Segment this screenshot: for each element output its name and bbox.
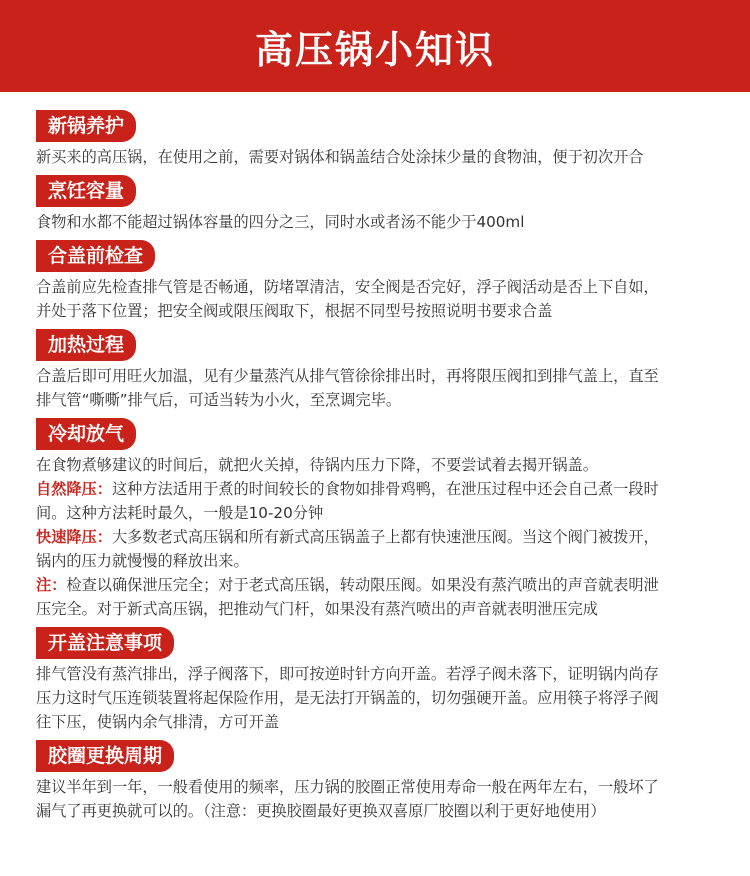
paragraph-text: 这种方法适用于煮的时间较长的食物如排骨鸡鸭，在泄压过程中还会自己煮一段时 间。这种方法耗时最久，一般是10-20分钟: [36, 480, 659, 522]
highlight-prefix: 快速降压：: [36, 528, 112, 546]
paragraph-text: 在食物煮够建议的时间后，就把火关掉，待锅内压力下降，不要尝试着去揭开锅盖。: [36, 456, 598, 474]
section-cooking-capacity: [36, 175, 714, 234]
section-pre-close-check: [36, 240, 714, 323]
paragraph-text: 合盖前应先检查排气管是否畅通，防堵罩清洁，安全阀是否完好，浮子阀活动是否上下自如， 并处于落下位置；把安全阀或限压阀取下，根据不同型号按照说明书要求合盖: [36, 278, 659, 320]
highlight-prefix: 自然降压：: [36, 480, 112, 498]
paragraph: [36, 662, 714, 734]
header-banner: [0, 0, 750, 92]
paragraph-natural-release: [36, 477, 714, 525]
section-cooling-release: [36, 418, 714, 621]
paragraph-text: 新买来的高压锅，在使用之前，需要对锅体和锅盖结合处涂抹少量的食物油，便于初次开合: [36, 148, 644, 166]
paragraph-text: 大多数老式高压锅和所有新式高压锅盖子上都有快速泄压阀。当这个阀门被拨开， 锅内的压力就慢慢的释放出来。: [36, 528, 659, 570]
section-gasket-replacement: [36, 740, 714, 823]
paragraph-text: 食物和水都不能超过锅体容量的四分之三，同时水或者汤不能少于400ml: [36, 213, 525, 231]
paragraph-quick-release: [36, 525, 714, 573]
paragraph-note: [36, 573, 714, 621]
highlight-prefix: 注：: [36, 576, 67, 594]
content: [0, 92, 750, 823]
page-title: 高压锅小知识: [254, 27, 495, 72]
section-tag: 胶圈更换周期: [36, 740, 174, 772]
section-heating-process: [36, 329, 714, 412]
section-tag: 烹饪容量: [36, 175, 136, 207]
section-opening-notes: [36, 627, 714, 734]
paragraph: [36, 775, 714, 823]
section-new-pot-care: [36, 110, 714, 169]
paragraph-text: 建议半年到一年，一般看使用的频率，压力锅的胶圈正常使用寿命一般在两年左右，一般坏了 漏气了再更换就可以的。（注意：更换胶圈最好更换双喜原厂胶圈以利于更好地使用）: [36, 778, 659, 820]
section-tag: 冷却放气: [36, 418, 136, 450]
paragraph-text: 合盖后即可用旺火加温，见有少量蒸汽从排气管徐徐排出时，再将限压阀扣到排气盖上，直至 排气管“嘶嘶”排气后，可适当转为小火，至烹调完毕。: [36, 367, 659, 409]
paragraph: [36, 210, 714, 234]
paragraph: [36, 275, 714, 323]
paragraph: [36, 364, 714, 412]
paragraph-text: 检查以确保泄压完全；对于老式高压锅，转动限压阀。如果没有蒸汽喷出的声音就表明泄 压完全。对于新式高压锅，把推动气门杆，如果没有蒸汽喷出的声音就表明泄压完成: [36, 576, 659, 618]
paragraph-text: 排气管没有蒸汽排出，浮子阀落下，即可按逆时针方向开盖。若浮子阀未落下，证明锅内尚存 压力这时气压连锁装置将起保险作用，是无法打开锅盖的，切勿强硬开盖。应用筷子将浮子阀 往下压，使锅内余气排清，方可开盖: [36, 665, 659, 731]
section-tag: 加热过程: [36, 329, 136, 361]
paragraph: [36, 145, 714, 169]
paragraph: [36, 453, 714, 477]
section-tag: 开盖注意事项: [36, 627, 174, 659]
section-tag: 新锅养护: [36, 110, 136, 142]
section-tag: 合盖前检查: [36, 240, 155, 272]
